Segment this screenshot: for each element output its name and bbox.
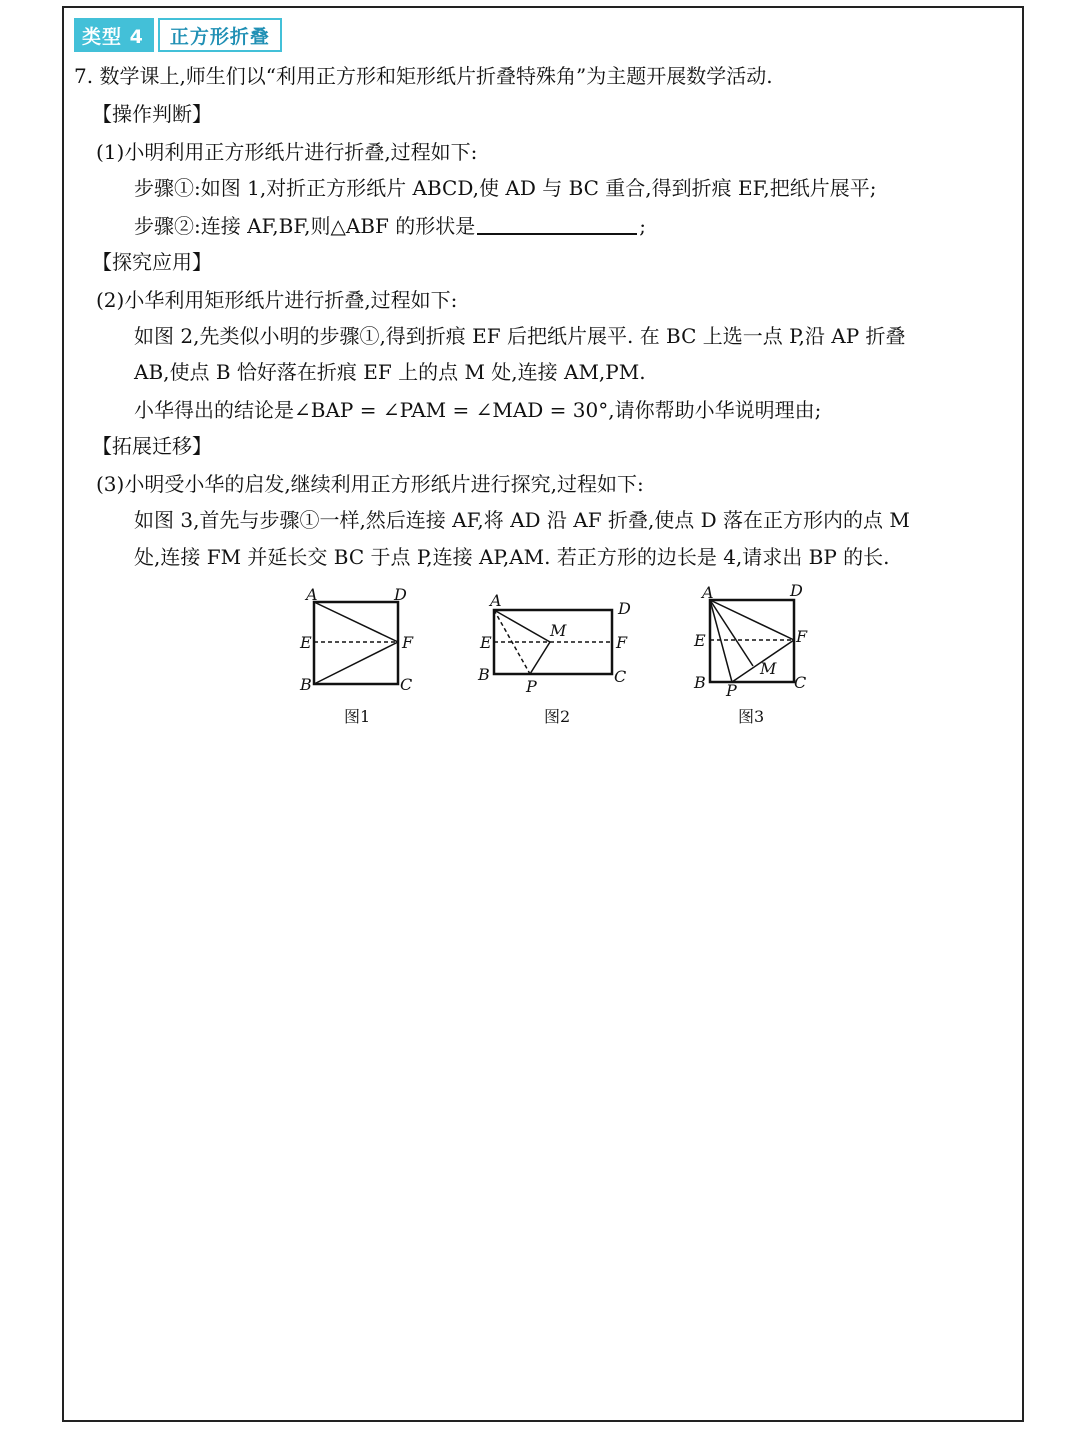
figure-3-label-c: C [794,673,807,692]
question-1: (1)小明利用正方形纸片进行折叠,过程如下: [96,140,478,164]
question-1-step-1: 步骤①:如图 1,对折正方形纸片 ABCD,使 AD 与 BC 重合,得到折痕 EF,把纸片展平; [134,176,877,200]
figure-2-diagram [470,588,640,698]
figure-3-caption: 图3 [738,707,765,726]
question-3: (3)小明受小华的启发,继续利用正方形纸片进行探究,过程如下: [96,472,644,496]
figure-3-diagram [686,580,826,700]
figure-3-segment-ap [710,600,732,682]
figure-2-label-c: C [614,667,627,686]
figure-3-label-m: M [760,659,777,678]
section-header [74,18,282,52]
figure-2-segment-pm [530,642,550,674]
figure-1 [290,582,430,701]
figure-1-caption: 图1 [344,707,371,726]
figure-1-label-a: A [306,585,318,604]
figure-1-label-d: D [394,585,407,604]
figure-1-label-b: B [300,675,312,694]
question-2-line-2: AB,使点 B 恰好落在折痕 EF 上的点 M 处,连接 AM,PM. [134,360,646,384]
figure-3-label-d: D [790,581,803,600]
section-exploration: 【探究应用】 [92,250,212,274]
question-2: (2)小华利用矩形纸片进行折叠,过程如下: [96,288,458,312]
answer-blank[interactable] [477,213,637,235]
figure-3-label-f: F [796,627,808,646]
figure-3-label-b: B [694,673,706,692]
figure-2-label-d: D [618,599,631,618]
question-1-step-2-end: ; [639,214,646,238]
figure-1-label-e: E [300,633,312,652]
figure-2-label-b: B [478,665,490,684]
type-badge: 类型 4 [74,18,154,52]
figure-1-label-c: C [400,675,413,694]
section-title: 正方形折叠 [158,18,282,52]
figure-3-label-e: E [694,631,706,650]
figure-3-label-p: P [726,681,737,700]
figure-1-label-f: F [402,633,414,652]
figure-2 [470,588,640,702]
figure-2-label-f: F [616,633,628,652]
figure-2-caption: 图2 [544,707,571,726]
figure-1-segment-af [314,602,398,642]
figure-2-label-e: E [480,633,492,652]
question-3-line-2: 处,连接 FM 并延长交 BC 于点 P,连接 AP,AM. 若正方形的边长是 4,请求出 BP 的长. [134,545,890,569]
question-1-step-2-text: 步骤②:连接 AF,BF,则△ABF 的形状是 [134,214,476,238]
section-extension: 【拓展迁移】 [92,434,212,458]
figure-1-segment-bf [314,642,398,684]
figure-2-label-m: M [550,621,567,640]
question-1-step-2 [134,212,646,240]
question-3-line-1: 如图 3,首先与步骤①一样,然后连接 AF,将 AD 沿 AF 折叠,使点 D 落在正方形内的点 M [134,508,910,532]
figure-2-segment-am [494,610,550,642]
problem-intro: 7. 数学课上,师生们以“利用正方形和矩形纸片折叠特殊角”为主题开展数学活动. [74,64,773,88]
figure-3-square [710,600,794,682]
figure-3 [686,580,826,704]
figure-1-diagram [290,582,430,697]
question-2-line-3: 小华得出的结论是∠BAP = ∠PAM = ∠MAD = 30°,请你帮助小华说明理由; [134,398,822,422]
question-2-line-1: 如图 2,先类似小明的步骤①,得到折痕 EF 后把纸片展平. 在 BC 上选一点 P,沿 AP 折叠 [134,324,906,348]
section-operation-judgment: 【操作判断】 [92,102,212,126]
figure-2-label-p: P [526,677,537,696]
figure-3-label-a: A [702,583,714,602]
figure-2-label-a: A [490,591,502,610]
figure-1-square [314,602,398,684]
